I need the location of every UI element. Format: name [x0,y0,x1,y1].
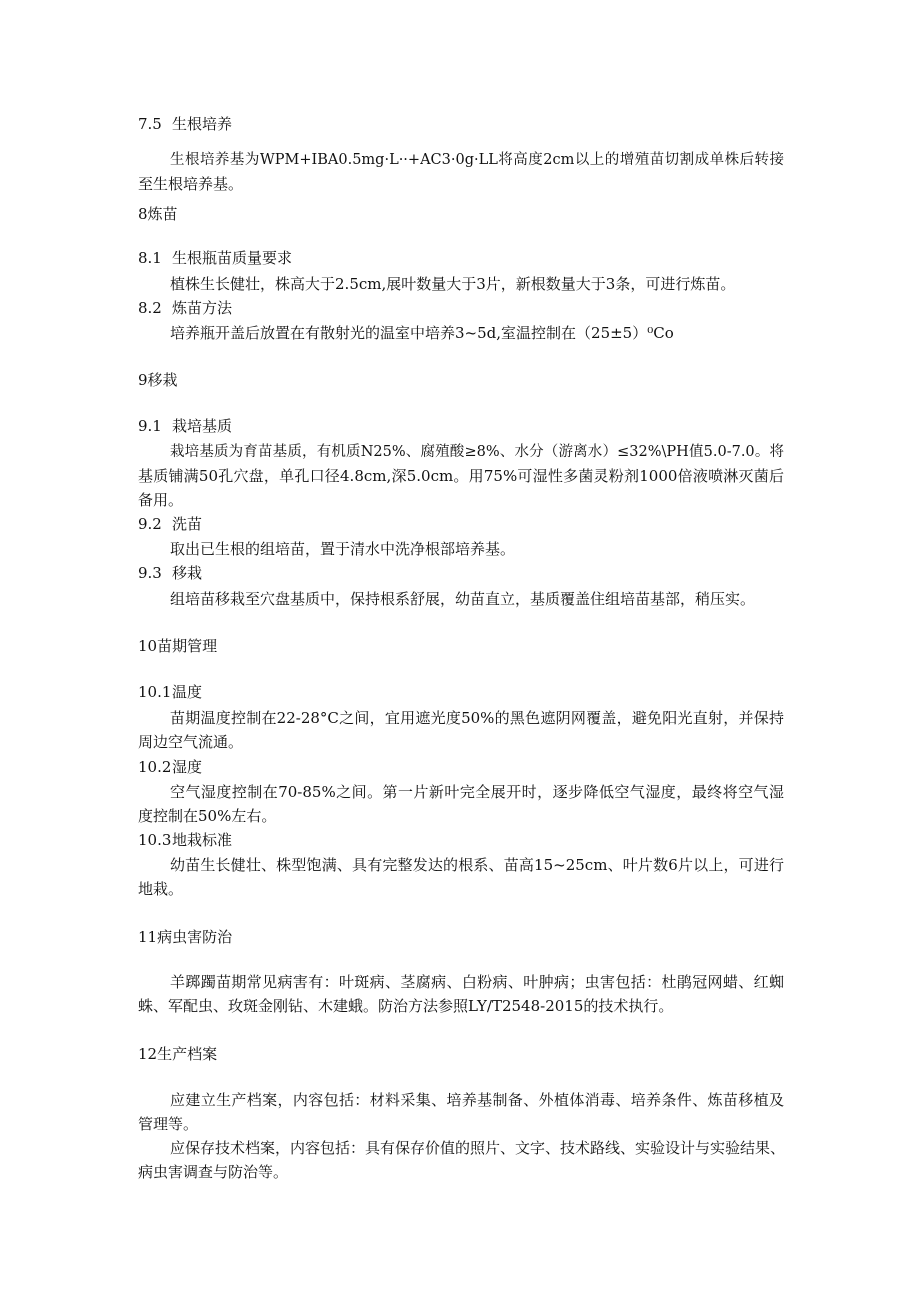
section-title: 湿度 [172,758,203,776]
section-number: 9.3 [138,564,162,582]
section-number: 8.1 [138,249,162,267]
paragraph-line: 空气湿度控制在70-85%之间。第一片新叶完全展开时，逐步降低空气湿度，最终将空气湿 [170,783,784,801]
section-number: 8.2 [138,299,162,317]
section-10-heading: 10苗期管理 [138,637,218,655]
section-11-heading: 11病虫害防治 [138,928,233,946]
paragraph-line: 地栽。 [138,880,184,898]
paragraph-line: 蛛、军配虫、玫斑金刚钻、木建蛾。防治方法参照LY/T2548-2015的技术执行。 [138,997,674,1015]
section-7-5-heading [138,112,232,136]
section-9-2-heading [138,512,202,536]
section-8-1-heading [138,246,292,270]
section-12-heading: 12生产档案 [138,1045,218,1063]
paragraph-line: 应建立生产档案，内容包括：材料采集、培养基制备、外植体消毒、培养条件、炼苗移植及 [170,1091,784,1109]
section-9-1-heading [138,414,232,438]
section-10-1-heading [138,680,202,704]
section-number: 10.1 [138,683,172,701]
paragraph-line: 组培苗移栽至穴盘基质中，保持根系舒展，幼苗直立，基质覆盖住组培苗基部，稍压实。 [170,590,756,608]
paragraph-line: 植株生长健壮，株高大于2.5cm,展叶数量大于3片，新根数量大于3条，可进行炼苗。 [170,275,736,293]
section-number: 10.2 [138,758,172,776]
paragraph-line: 管理等。 [138,1115,199,1133]
section-8-heading: 8炼苗 [138,205,178,223]
section-number: 9.1 [138,417,162,435]
section-title: 地栽标准 [172,831,233,849]
paragraph-line: 苗期温度控制在22-28°C之间，宜用遮光度50%的黑色遮阴网覆盖，避免阳光直射，并保持 [170,709,784,727]
section-number: 10.3 [138,831,172,849]
paragraph-line: 病虫害调查与防治等。 [138,1163,289,1181]
section-title: 洗苗 [172,515,203,533]
section-title: 生根培养 [172,115,233,133]
section-title: 栽培基质 [172,417,233,435]
section-title: 温度 [172,683,203,701]
paragraph-line: 基质铺满50孔穴盘，单孔口径4.8cm,深5.0cm。用75%可湿性多菌灵粉剂1000倍液喷淋灭菌后 [138,467,784,485]
paragraph-line: 取出已生根的组培苗，置于清水中洗净根部培养基。 [170,540,516,558]
section-9-3-heading [138,561,202,585]
section-title: 移栽 [172,564,203,582]
section-number: 9.2 [138,515,162,533]
section-10-3-heading [138,828,232,852]
paragraph-line: 栽培基质为育苗基质，有机质N25%、腐殖酸≥8%、水分（游离水）≤32%\PH值5.0-7.0。将 [170,444,784,460]
section-title: 生根瓶苗质量要求 [172,249,293,267]
paragraph-line: 至生根培养基。 [138,175,244,193]
section-9-heading: 9移栽 [138,371,178,389]
paragraph-line: 羊踯躅苗期常见病害有：叶斑病、茎腐病、白粉病、叶肿病；虫害包括：杜鹃冠网蜡、红蜘 [170,973,784,991]
paragraph-line: 生根培养基为WPM+IBA0.5mg·L··+AC3·0g·LL将高度2cm以上的增殖苗切割成单株后转接 [170,152,784,168]
section-number: 7.5 [138,115,162,133]
paragraph-line: 培养瓶开盖后放置在有散射光的温室中培养3~5d,室温控制在（25±5）⁰Co [170,324,674,342]
section-8-2-heading [138,296,232,320]
paragraph-line: 幼苗生长健壮、株型饱满、具有完整发达的根系、苗高15~25cm、叶片数6片以上，可进行 [170,856,784,874]
paragraph-line: 度控制在50%左右。 [138,807,277,825]
section-title: 炼苗方法 [172,299,233,317]
section-10-2-heading [138,755,202,779]
paragraph-line: 应保存技术档案，内容包括：具有保存价值的照片、文字、技术路线、实验设计与实验结果、 [170,1139,786,1157]
paragraph-line: 备用。 [138,491,184,509]
paragraph-line: 周边空气流通。 [138,733,244,751]
